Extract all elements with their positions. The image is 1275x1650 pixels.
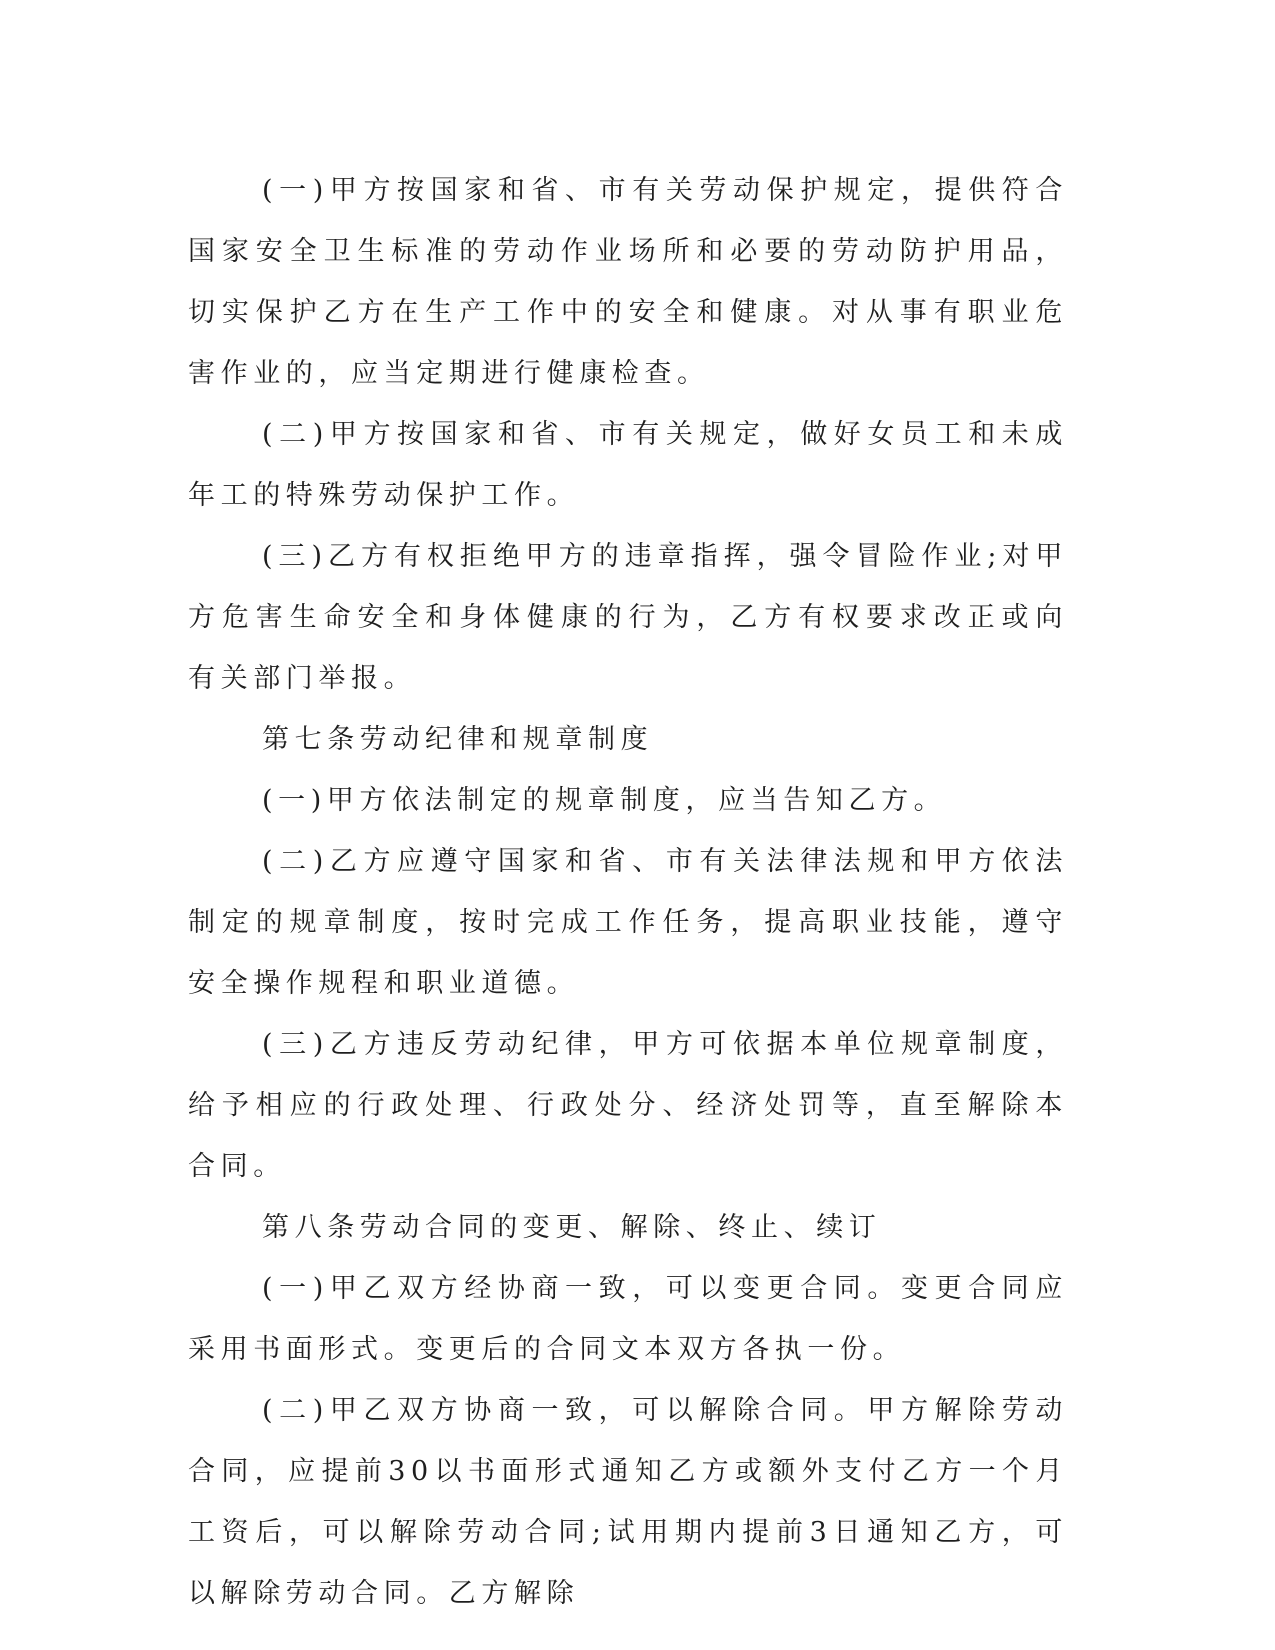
- document-body: [188, 160, 1068, 1624]
- clause-paragraph: (一)甲方按国家和省、市有关劳动保护规定，提供符合国家安全卫生标准的劳动作业场所和必要的劳动防护用品，切实保护乙方在生产工作中的安全和健康。对从事有职业危害作业的，应当定期进行健康检查。: [188, 175, 1068, 389]
- clause-paragraph: (一)甲方依法制定的规章制度，应当告知乙方。: [262, 785, 947, 816]
- article-heading: 第七条劳动纪律和规章制度: [262, 724, 654, 755]
- clause-paragraph: (一)甲乙双方经协商一致，可以变更合同。变更合同应采用书面形式。变更后的合同文本双方各执一份。: [188, 1273, 1068, 1365]
- article-heading: 第八条劳动合同的变更、解除、终止、续订: [262, 1212, 882, 1243]
- clause-paragraph: (三)乙方违反劳动纪律，甲方可依据本单位规章制度，给予相应的行政处理、行政处分、经济处罚等，直至解除本合同。: [188, 1029, 1068, 1182]
- clause-paragraph: (二)甲方按国家和省、市有关规定，做好女员工和未成年工的特殊劳动保护工作。: [188, 419, 1068, 511]
- clause-paragraph: (二)甲乙双方协商一致，可以解除合同。甲方解除劳动合同，应提前30以书面形式通知乙方或额外支付乙方一个月工资后，可以解除劳动合同;试用期内提前3日通知乙方，可以解除劳动合同。乙方解除: [188, 1395, 1068, 1609]
- clause-paragraph: (二)乙方应遵守国家和省、市有关法律法规和甲方依法制定的规章制度，按时完成工作任务，提高职业技能，遵守安全操作规程和职业道德。: [188, 846, 1068, 999]
- clause-paragraph: (三)乙方有权拒绝甲方的违章指挥，强令冒险作业;对甲方危害生命安全和身体健康的行为，乙方有权要求改正或向有关部门举报。: [188, 541, 1068, 694]
